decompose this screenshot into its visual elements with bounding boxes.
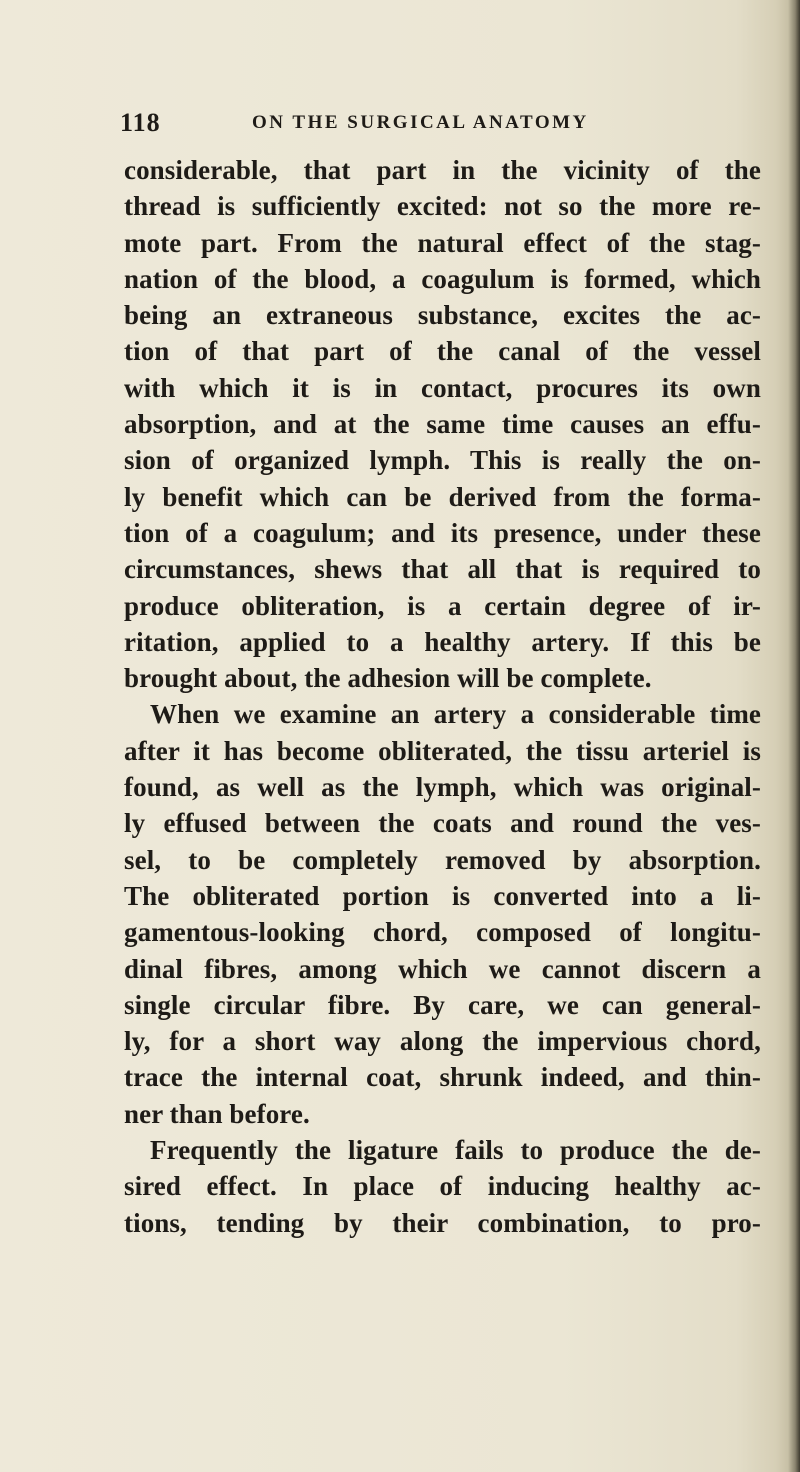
running-head: ON THE SURGICAL ANATOMY: [252, 112, 589, 133]
text-line: trace the internal coat, shrunk indeed, and thin-: [124, 1062, 761, 1093]
text-line: ritation, applied to a healthy artery. If this be: [124, 626, 761, 657]
text-line: gamentous-looking chord, composed of longitu-: [124, 917, 761, 948]
text-line: ly effused between the coats and round the ves-: [124, 808, 761, 839]
text-line: single circular fibre. By care, we can general-: [124, 989, 761, 1020]
page-header: [120, 108, 760, 148]
text-line: When we examine an artery a considerable time: [150, 699, 761, 730]
text-line: brought about, the adhesion will be complete.: [124, 663, 652, 694]
text-line: nation of the blood, a coagulum is formed, which: [124, 263, 761, 294]
text-line: with which it is in contact, procures its own: [124, 372, 761, 403]
text-line: tion of that part of the canal of the vessel: [124, 336, 761, 367]
page-number: 118: [120, 108, 161, 137]
text-line: ner than before.: [124, 1098, 310, 1129]
text-line: considerable, that part in the vicinity of the: [124, 155, 761, 185]
text-line: dinal fibres, among which we cannot discern a: [124, 953, 761, 984]
text-line: thread is sufficiently excited: not so the more re-: [124, 191, 761, 222]
text-line: produce obliteration, is a certain degree of ir-: [124, 590, 761, 621]
text-line: sired effect. In place of inducing healthy ac-: [124, 1171, 761, 1202]
text-line: found, as well as the lymph, which was original-: [124, 772, 761, 803]
text-line: tions, tending by their combination, to pro-: [124, 1207, 761, 1238]
text-line: after it has become obliterated, the tissu arteriel is: [124, 735, 761, 766]
text-line: Frequently the ligature fails to produce the de-: [150, 1135, 761, 1166]
text-line: circumstances, shews that all that is required to: [124, 554, 761, 585]
text-line: absorption, and at the same time causes an effu-: [124, 409, 761, 440]
text-line: The obliterated portion is converted into a li-: [124, 880, 761, 911]
text-line: mote part. From the natural effect of the stag-: [124, 227, 761, 258]
body-text: [124, 152, 761, 1241]
text-line: being an extraneous substance, excites the ac-: [124, 300, 761, 331]
text-line: ly, for a short way along the impervious chord,: [124, 1026, 761, 1057]
text-line: tion of a coagulum; and its presence, under these: [124, 517, 761, 548]
page-edge-shadow: [788, 0, 800, 1472]
text-line: sion of organized lymph. This is really the on-: [124, 445, 761, 476]
text-line: ly benefit which can be derived from the forma-: [124, 481, 761, 512]
text-line: sel, to be completely removed by absorption.: [124, 844, 761, 875]
